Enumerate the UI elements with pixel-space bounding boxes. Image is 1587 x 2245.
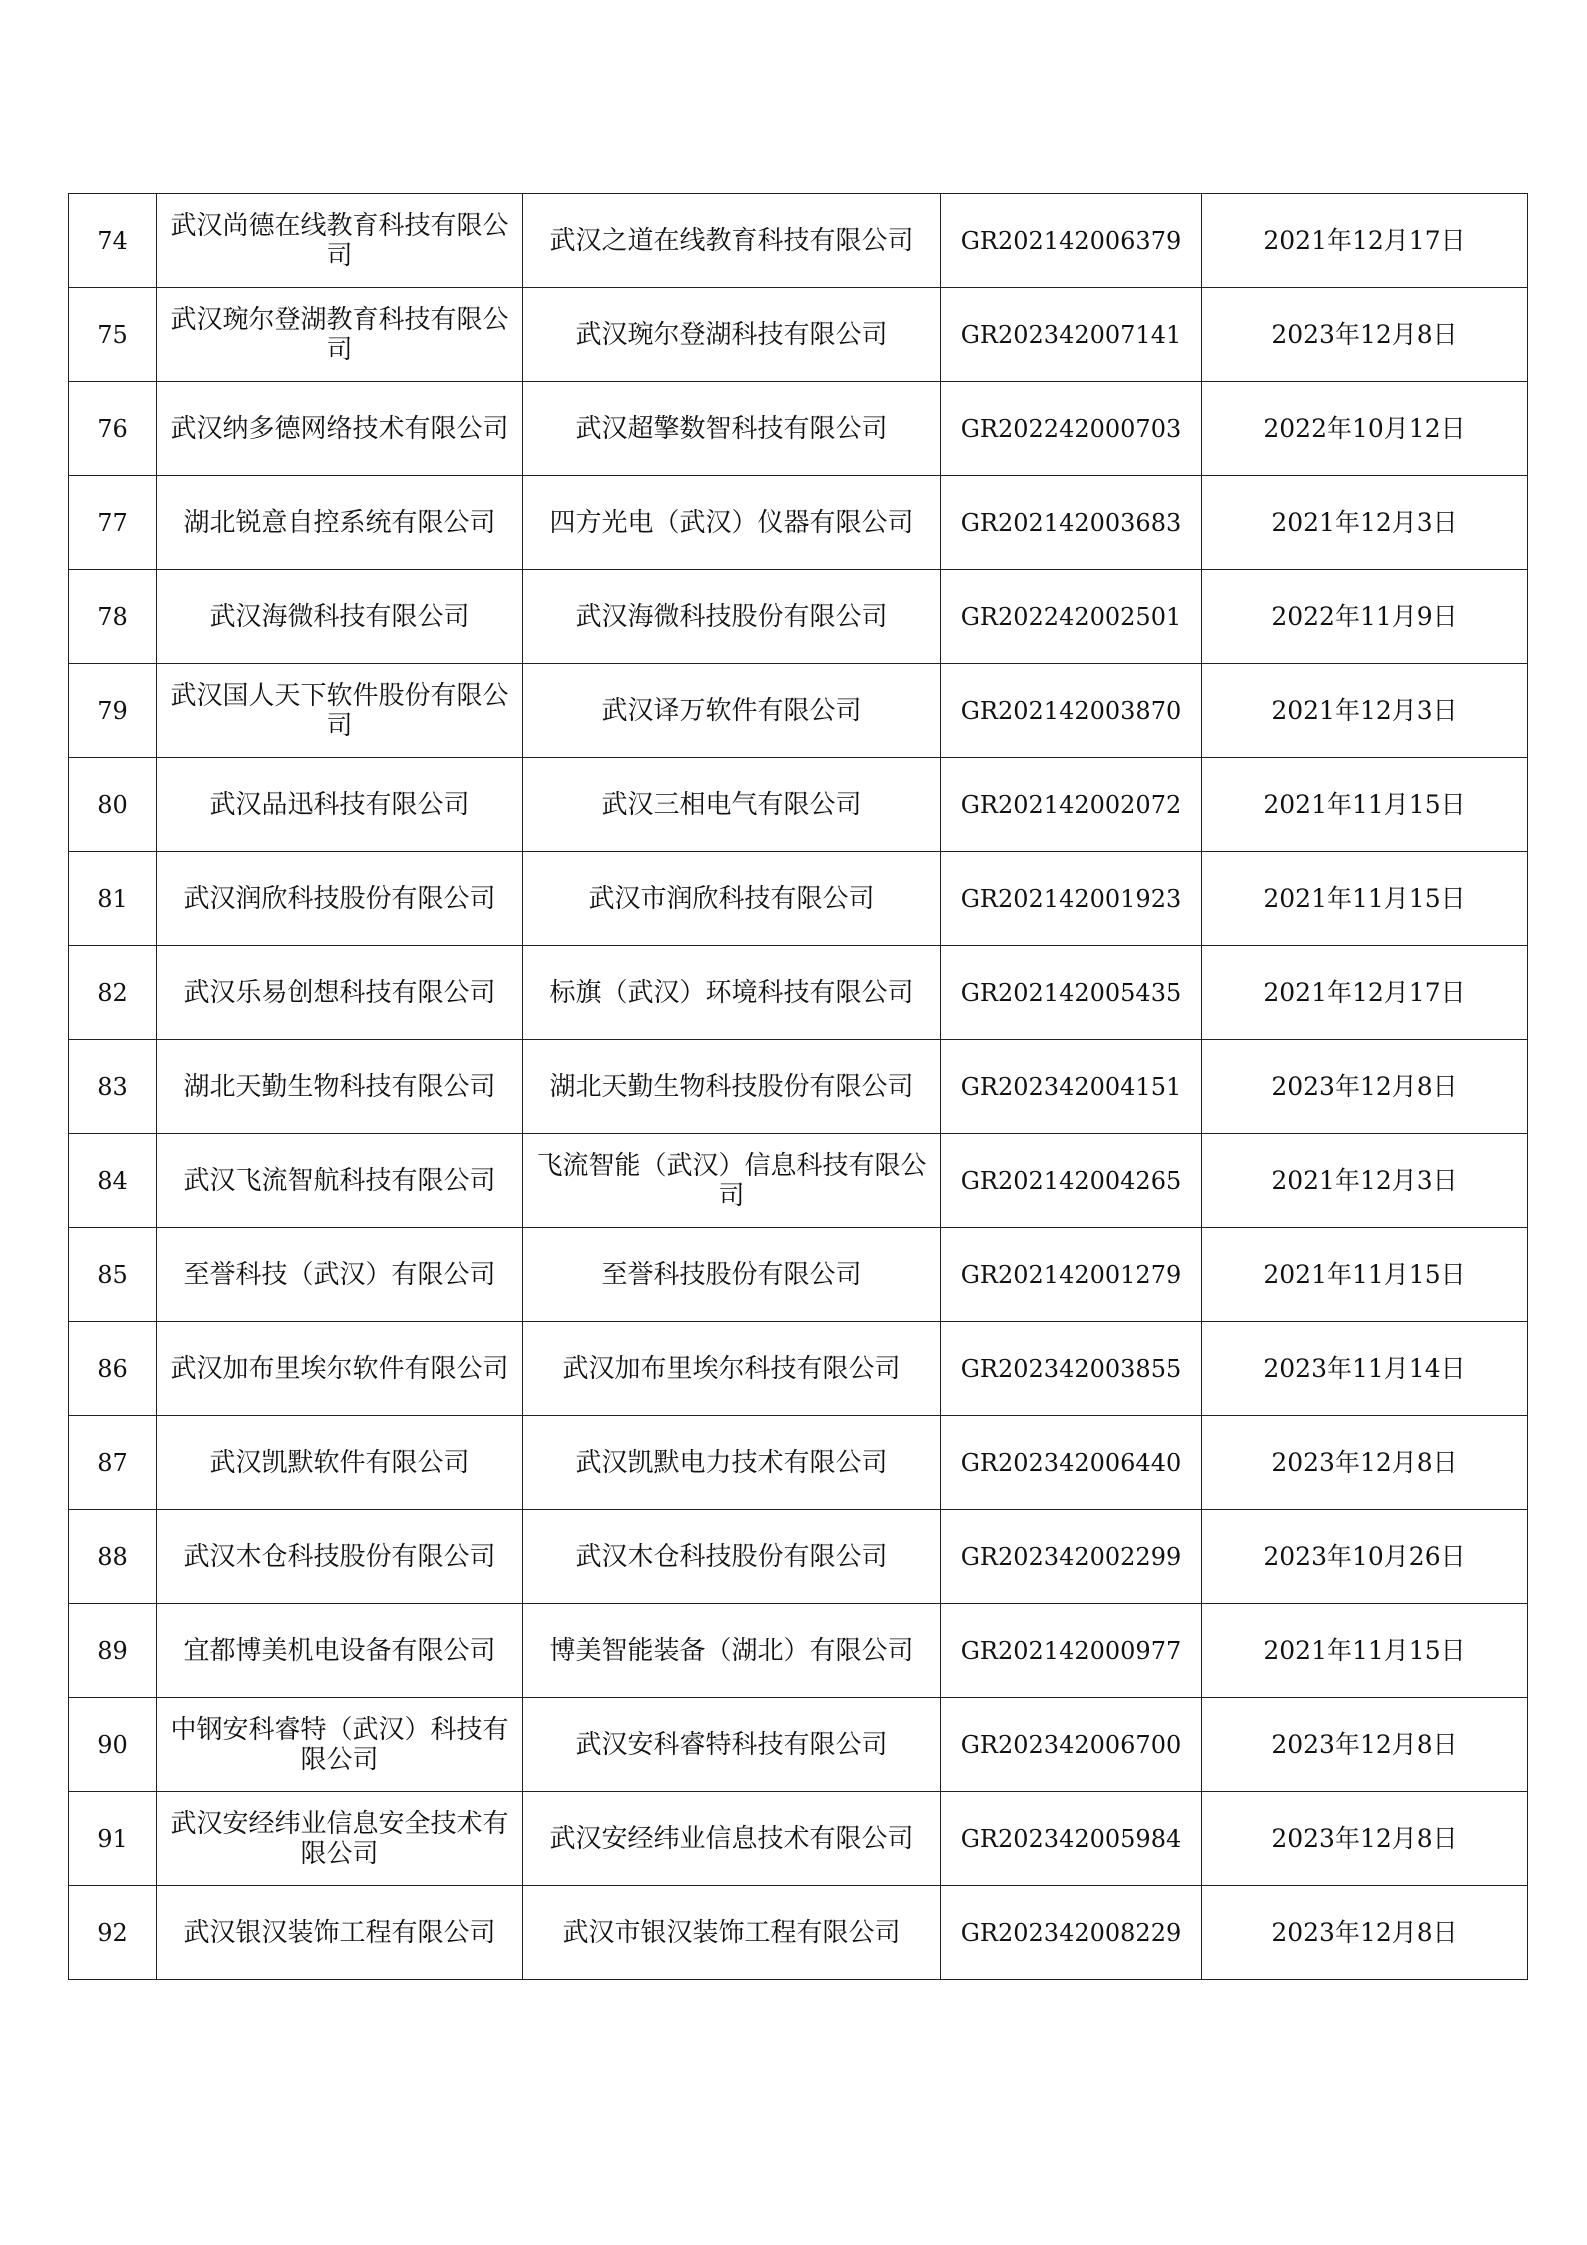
former-name-cell: 武汉超擎数智科技有限公司	[523, 382, 941, 476]
certificate-number-cell: GR202142001923	[941, 852, 1202, 946]
row-number: 77	[69, 476, 157, 570]
former-name-cell: 湖北天勤生物科技股份有限公司	[523, 1040, 941, 1134]
company-name-cell: 武汉琬尔登湖教育科技有限公司	[157, 288, 523, 382]
issue-date-cell: 2023年12月8日	[1202, 1040, 1528, 1134]
row-number: 90	[69, 1698, 157, 1792]
former-name-cell: 四方光电（武汉）仪器有限公司	[523, 476, 941, 570]
former-name-cell: 武汉安经纬业信息技术有限公司	[523, 1792, 941, 1886]
certificate-number-cell: GR202142004265	[941, 1134, 1202, 1228]
row-number: 78	[69, 570, 157, 664]
certificate-number-cell: GR202142006379	[941, 194, 1202, 288]
certificate-number-cell: GR202142002072	[941, 758, 1202, 852]
row-number: 88	[69, 1510, 157, 1604]
issue-date-cell: 2023年12月8日	[1202, 288, 1528, 382]
certificate-number-cell: GR202342002299	[941, 1510, 1202, 1604]
table-row	[69, 1698, 1528, 1792]
issue-date-cell: 2021年11月15日	[1202, 1604, 1528, 1698]
table-row	[69, 758, 1528, 852]
issue-date-cell: 2021年12月3日	[1202, 664, 1528, 758]
row-number: 80	[69, 758, 157, 852]
table-row	[69, 1886, 1528, 1980]
table-row	[69, 194, 1528, 288]
company-name-cell: 宜都博美机电设备有限公司	[157, 1604, 523, 1698]
table-row	[69, 288, 1528, 382]
row-number: 89	[69, 1604, 157, 1698]
former-name-cell: 武汉琬尔登湖科技有限公司	[523, 288, 941, 382]
company-name-cell: 武汉乐易创想科技有限公司	[157, 946, 523, 1040]
company-name-cell: 武汉飞流智航科技有限公司	[157, 1134, 523, 1228]
table-row	[69, 664, 1528, 758]
table-row	[69, 476, 1528, 570]
former-name-cell: 武汉木仓科技股份有限公司	[523, 1510, 941, 1604]
table-row	[69, 570, 1528, 664]
issue-date-cell: 2021年12月17日	[1202, 946, 1528, 1040]
company-name-cell: 中钢安科睿特（武汉）科技有限公司	[157, 1698, 523, 1792]
row-number: 81	[69, 852, 157, 946]
table-row	[69, 1604, 1528, 1698]
certificate-number-cell: GR202342008229	[941, 1886, 1202, 1980]
table-row	[69, 1510, 1528, 1604]
company-name-cell: 武汉凯默软件有限公司	[157, 1416, 523, 1510]
row-number: 92	[69, 1886, 157, 1980]
issue-date-cell: 2021年12月3日	[1202, 476, 1528, 570]
company-name-cell: 武汉润欣科技股份有限公司	[157, 852, 523, 946]
issue-date-cell: 2021年12月17日	[1202, 194, 1528, 288]
table-row	[69, 1416, 1528, 1510]
former-name-cell: 博美智能装备（湖北）有限公司	[523, 1604, 941, 1698]
issue-date-cell: 2023年12月8日	[1202, 1792, 1528, 1886]
row-number: 91	[69, 1792, 157, 1886]
table-body	[69, 194, 1528, 1980]
former-name-cell: 武汉海微科技股份有限公司	[523, 570, 941, 664]
former-name-cell: 武汉凯默电力技术有限公司	[523, 1416, 941, 1510]
row-number: 79	[69, 664, 157, 758]
row-number: 84	[69, 1134, 157, 1228]
table-row	[69, 1792, 1528, 1886]
former-name-cell: 武汉加布里埃尔科技有限公司	[523, 1322, 941, 1416]
former-name-cell: 武汉三相电气有限公司	[523, 758, 941, 852]
issue-date-cell: 2021年11月15日	[1202, 1228, 1528, 1322]
former-name-cell: 武汉之道在线教育科技有限公司	[523, 194, 941, 288]
table-row	[69, 946, 1528, 1040]
row-number: 87	[69, 1416, 157, 1510]
company-name-cell: 武汉尚德在线教育科技有限公司	[157, 194, 523, 288]
issue-date-cell: 2021年11月15日	[1202, 852, 1528, 946]
company-name-cell: 武汉加布里埃尔软件有限公司	[157, 1322, 523, 1416]
certificate-number-cell: GR202142003683	[941, 476, 1202, 570]
former-name-cell: 飞流智能（武汉）信息科技有限公司	[523, 1134, 941, 1228]
issue-date-cell: 2021年12月3日	[1202, 1134, 1528, 1228]
row-number: 83	[69, 1040, 157, 1134]
issue-date-cell: 2023年10月26日	[1202, 1510, 1528, 1604]
table-row	[69, 382, 1528, 476]
table-row	[69, 1040, 1528, 1134]
company-name-cell: 武汉银汉装饰工程有限公司	[157, 1886, 523, 1980]
certificate-number-cell: GR202342006700	[941, 1698, 1202, 1792]
company-name-cell: 武汉安经纬业信息安全技术有限公司	[157, 1792, 523, 1886]
company-name-cell: 武汉国人天下软件股份有限公司	[157, 664, 523, 758]
former-name-cell: 标旗（武汉）环境科技有限公司	[523, 946, 941, 1040]
company-name-cell: 湖北天勤生物科技有限公司	[157, 1040, 523, 1134]
former-name-cell: 武汉市润欣科技有限公司	[523, 852, 941, 946]
issue-date-cell: 2022年10月12日	[1202, 382, 1528, 476]
company-name-cell: 武汉品迅科技有限公司	[157, 758, 523, 852]
row-number: 85	[69, 1228, 157, 1322]
table-row	[69, 1322, 1528, 1416]
company-name-cell: 武汉木仓科技股份有限公司	[157, 1510, 523, 1604]
company-name-cell: 武汉海微科技有限公司	[157, 570, 523, 664]
row-number: 76	[69, 382, 157, 476]
row-number: 82	[69, 946, 157, 1040]
row-number: 86	[69, 1322, 157, 1416]
issue-date-cell: 2021年11月15日	[1202, 758, 1528, 852]
issue-date-cell: 2023年11月14日	[1202, 1322, 1528, 1416]
table-row	[69, 1228, 1528, 1322]
certificate-number-cell: GR202142005435	[941, 946, 1202, 1040]
issue-date-cell: 2023年12月8日	[1202, 1416, 1528, 1510]
table-row	[69, 1134, 1528, 1228]
certificate-number-cell: GR202142001279	[941, 1228, 1202, 1322]
certificate-number-cell: GR202242002501	[941, 570, 1202, 664]
table-row	[69, 852, 1528, 946]
certificate-number-cell: GR202242000703	[941, 382, 1202, 476]
certificate-number-cell: GR202342005984	[941, 1792, 1202, 1886]
row-number: 74	[69, 194, 157, 288]
certificate-number-cell: GR202342007141	[941, 288, 1202, 382]
company-name-cell: 湖北锐意自控系统有限公司	[157, 476, 523, 570]
row-number: 75	[69, 288, 157, 382]
certificate-number-cell: GR202142000977	[941, 1604, 1202, 1698]
issue-date-cell: 2023年12月8日	[1202, 1698, 1528, 1792]
certificate-number-cell: GR202342004151	[941, 1040, 1202, 1134]
company-name-cell: 至誉科技（武汉）有限公司	[157, 1228, 523, 1322]
former-name-cell: 武汉安科睿特科技有限公司	[523, 1698, 941, 1792]
former-name-cell: 武汉译万软件有限公司	[523, 664, 941, 758]
former-name-cell: 武汉市银汉装饰工程有限公司	[523, 1886, 941, 1980]
certificate-number-cell: GR202342006440	[941, 1416, 1202, 1510]
former-name-cell: 至誉科技股份有限公司	[523, 1228, 941, 1322]
company-name-cell: 武汉纳多德网络技术有限公司	[157, 382, 523, 476]
certificate-number-cell: GR202142003870	[941, 664, 1202, 758]
company-table	[68, 193, 1528, 1980]
certificate-number-cell: GR202342003855	[941, 1322, 1202, 1416]
issue-date-cell: 2022年11月9日	[1202, 570, 1528, 664]
issue-date-cell: 2023年12月8日	[1202, 1886, 1528, 1980]
